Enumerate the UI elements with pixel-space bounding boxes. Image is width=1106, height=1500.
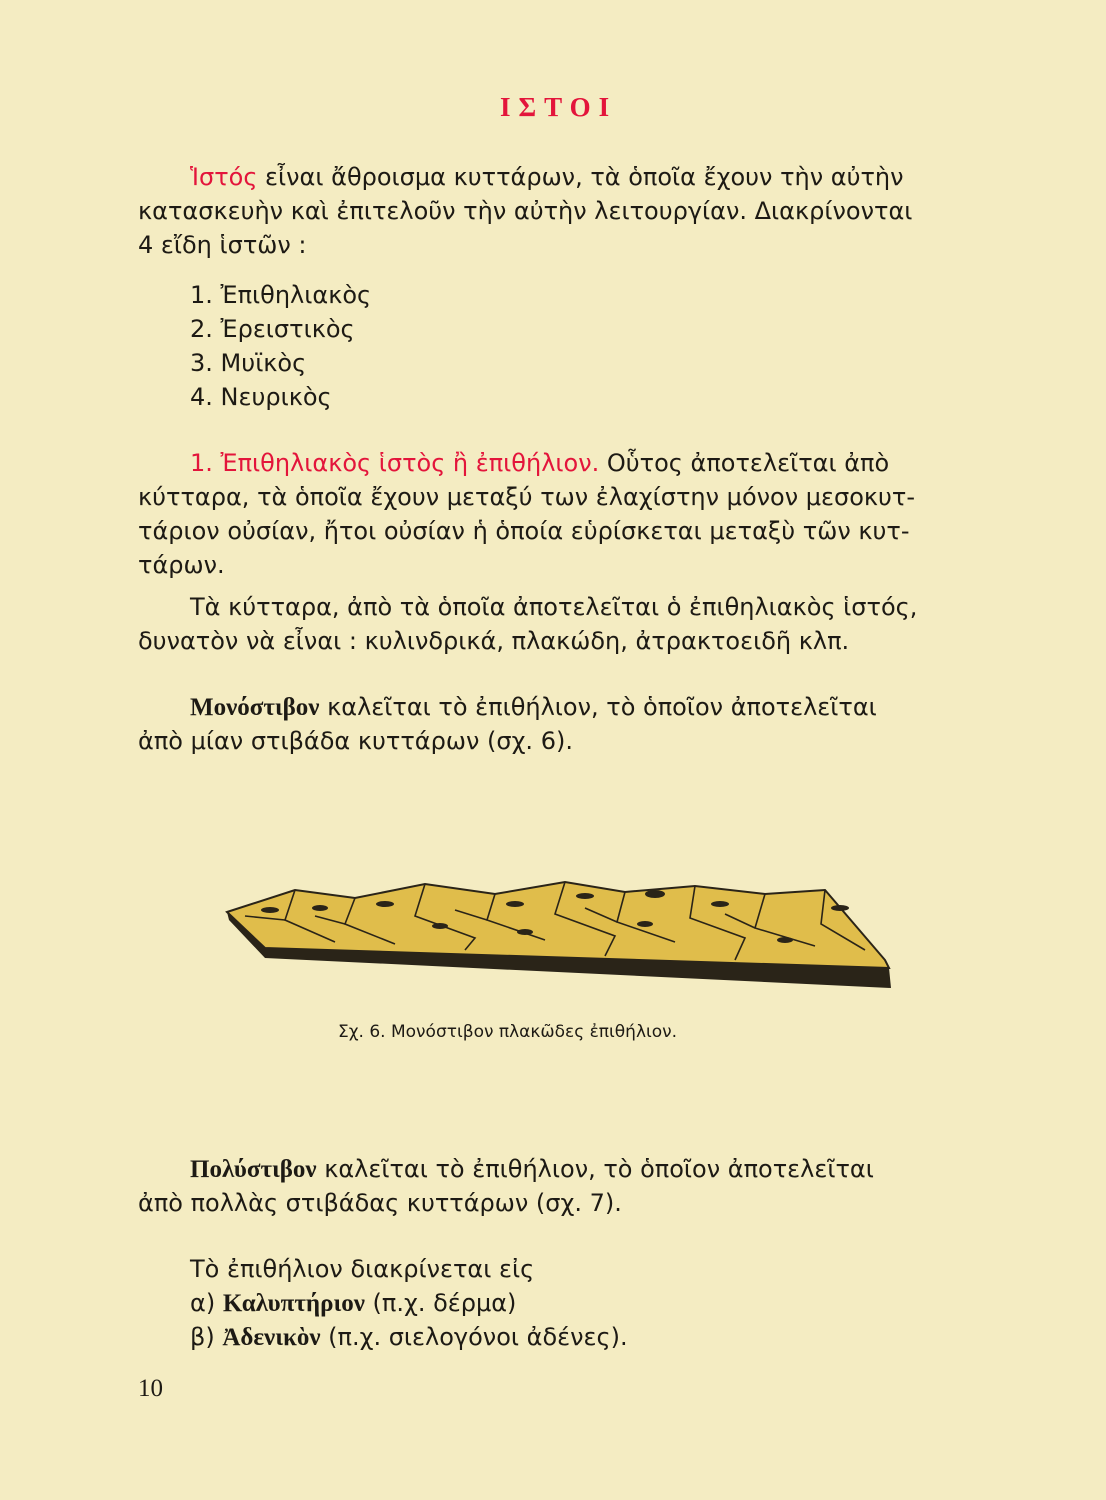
division-item-example: (π.χ. σιελογόνοι ἀδένες). <box>328 1323 628 1351</box>
intro-line-3: 4 εἴδη ἱστῶν : <box>138 231 307 259</box>
intro-line-1-text: εἶναι ἄθροισμα κυττάρων, τὰ ὁποῖα ἔχουν τὴν αὐτὴν <box>265 163 904 191</box>
monostibon-line-2: ἀπὸ μίαν στιβάδα κυττάρων (σχ. 6). <box>138 727 573 755</box>
monostibon-line-1 <box>190 690 877 725</box>
page-number: 10 <box>138 1375 163 1402</box>
cells-line-2: δυνατὸν νὰ εἶναι : κυλινδρικά, πλακώδη, ἀτρακτοειδῆ κλπ. <box>138 627 850 655</box>
intro-term: Ἱστός <box>190 163 258 191</box>
section1-line-4: τάρων. <box>138 551 225 579</box>
division-item-example: (π.χ. δέρμα) <box>372 1289 517 1317</box>
division-item-marker: β) <box>190 1323 215 1351</box>
section1-line-3: τάριον οὐσίαν, ἤτοι οὐσίαν ἡ ὁποία εὑρίσκεται μεταξὺ τῶν κυτ- <box>138 517 910 545</box>
section1-line-2: κύτταρα, τὰ ὁποῖα ἔχουν μεταξύ των ἐλαχίστην μόνον μεσοκυτ- <box>138 483 916 511</box>
page-title: ΙΣΤΟΙ <box>500 92 618 122</box>
intro-line-1 <box>190 160 904 194</box>
intro-line-2: κατασκευὴν καὶ ἐπιτελοῦν τὴν αὐτὴν λειτουργίαν. Διακρίνονται <box>138 197 913 225</box>
section1-line-1-text: Οὗτος ἀποτελεῖται ἀπὸ <box>606 449 890 477</box>
tissue-list-item: 4. Νευρικὸς <box>190 383 332 411</box>
figure-caption: Σχ. 6. Μονόστιβον πλακῶδες ἐπιθήλιον. <box>338 1022 678 1042</box>
monostibon-term: Μονόστιβον <box>190 694 320 721</box>
division-item-marker: α) <box>190 1289 216 1317</box>
tissue-list-item: 2. Ἐρειστικὸς <box>190 315 355 343</box>
division-item <box>190 1320 628 1355</box>
division-item <box>190 1286 516 1321</box>
polystibon-line-1 <box>190 1152 874 1187</box>
section1-line-1 <box>190 446 889 480</box>
polystibon-term: Πολύστιβον <box>190 1156 317 1183</box>
division-intro: Τὸ ἐπιθήλιον διακρίνεται εἰς <box>190 1255 535 1283</box>
division-item-term: Καλυπτήριον <box>222 1290 365 1317</box>
tissue-list-item: 1. Ἐπιθηλιακὸς <box>190 281 372 309</box>
polystibon-line-2: ἀπὸ πολλὰς στιβάδας κυττάρων (σχ. 7). <box>138 1189 622 1217</box>
cells-line-1: Τὰ κύτταρα, ἀπὸ τὰ ὁποῖα ἀποτελεῖται ὁ ἐπιθηλιακὸς ἱστός, <box>190 593 918 621</box>
monostibon-line-1-text: καλεῖται τὸ ἐπιθήλιον, τὸ ὁποῖον ἀποτελεῖται <box>327 693 877 721</box>
epithelium-illustration <box>225 880 895 1000</box>
division-item-term: Ἀδενικὸν <box>222 1324 321 1351</box>
polystibon-line-1-text: καλεῖται τὸ ἐπιθήλιον, τὸ ὁποῖον ἀποτελεῖται <box>324 1155 874 1183</box>
section1-heading: 1. Ἐπιθηλιακὸς ἱστὸς ἢ ἐπιθήλιον. <box>190 449 600 477</box>
tissue-list-item: 3. Μυϊκὸς <box>190 349 307 377</box>
